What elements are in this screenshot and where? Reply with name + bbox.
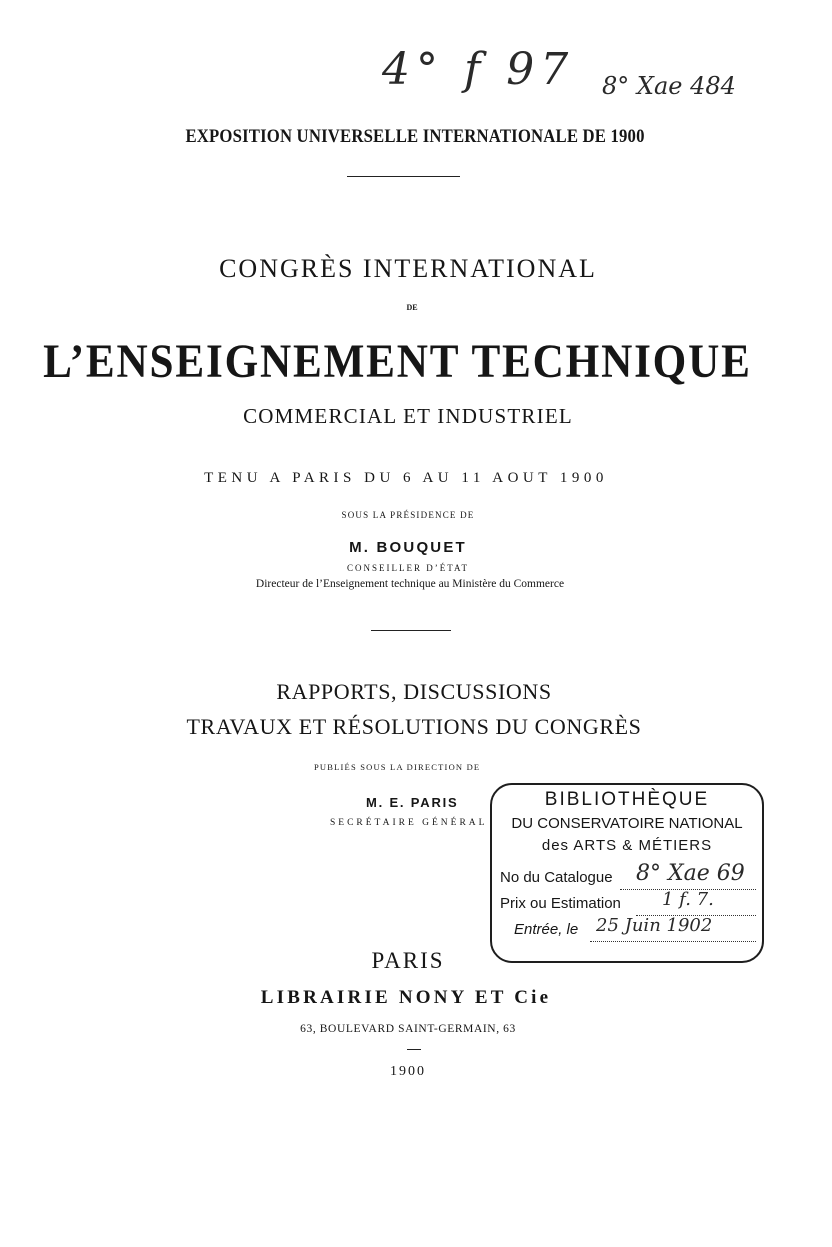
stamp-line-1: BIBLIOTHÈQUE (544, 789, 710, 810)
president-title: CONSEILLER D’ÉTAT (346, 563, 470, 573)
contents-line-1: RAPPORTS, DISCUSSIONS (276, 679, 552, 704)
main-title: L’ENSEIGNEMENT TECHNIQUE (43, 335, 752, 388)
contents-line-2: TRAVAUX ET RÉSOLUTIONS DU CONGRÈS (186, 714, 642, 739)
stamp-line-3: des ARTS & MÉTIERS (541, 837, 713, 854)
meeting-dates: TENU A PARIS DU 6 AU 11 AOUT 1900 (204, 470, 608, 486)
stamp-prix-value: 1 f. 7. (662, 889, 714, 910)
title-subtitle: COMMERCIAL ET INDUSTRIEL (243, 404, 573, 428)
stamp-entree-value: 25 Juin 1902 (596, 915, 713, 936)
imprint-address: 63, BOULEVARD SAINT-GERMAIN, 63 (300, 1023, 516, 1035)
exposition-heading: EXPOSITION UNIVERSELLE INTERNATIONALE DE 1900 (185, 126, 645, 147)
stamp-catalogue-label: No du Catalogue (500, 869, 613, 886)
editor-name: M. E. PARIS (366, 795, 459, 810)
divider-bottom (407, 1049, 421, 1050)
president-name: M. BOUQUET (349, 539, 467, 556)
divider-top (347, 176, 460, 177)
presidence-label: SOUS LA PRÉSIDENCE DE (341, 510, 475, 520)
direction-label: PUBLIÉS SOUS LA DIRECTION DE (314, 762, 481, 772)
divider-middle (371, 630, 451, 631)
president-role: Directeur de l’Enseignement technique au Ministère du Commerce (255, 578, 565, 590)
imprint-city: PARIS (371, 948, 445, 973)
imprint-year: 1900 (390, 1064, 426, 1079)
stamp-prix-label: Prix ou Estimation (500, 895, 621, 912)
handwritten-shelfmark-left: 4° f 97 (382, 44, 575, 95)
handwritten-shelfmark-right: 8° Xae 484 (602, 72, 736, 100)
stamp-entree-label: Entrée, le (514, 921, 579, 938)
title-de: DE (406, 303, 418, 312)
stamp-catalogue-value: 8° Xae 69 (636, 861, 745, 886)
library-stamp (490, 783, 764, 963)
congres-title: CONGRÈS INTERNATIONAL (219, 254, 597, 283)
editor-title: SECRÉTAIRE GÉNÉRAL (330, 818, 488, 828)
stamp-line-2: DU CONSERVATOIRE NATIONAL (511, 815, 743, 832)
imprint-publisher: LIBRAIRIE NONY ET Cie (260, 987, 552, 1008)
